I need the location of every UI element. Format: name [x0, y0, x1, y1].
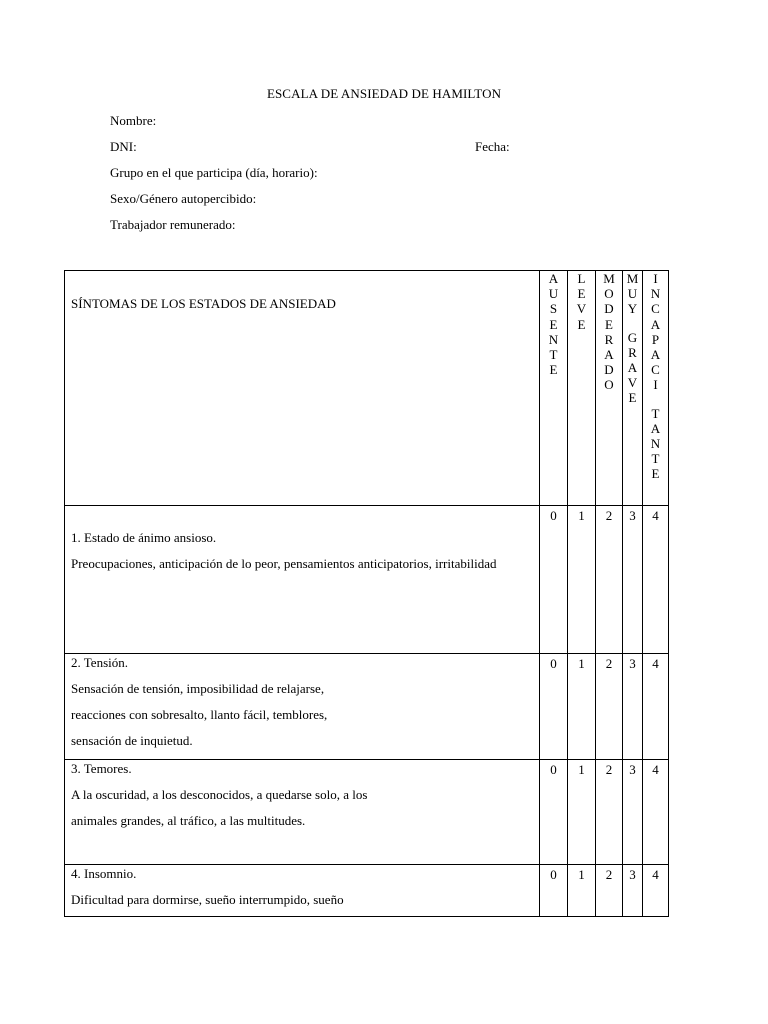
column-header-leve: L E V E [568, 271, 596, 506]
score-2[interactable]: 2 [596, 506, 623, 654]
grupo-field-label: Grupo en el que participa (día, horario): [110, 165, 318, 180]
score-0[interactable]: 0 [540, 654, 568, 760]
score-2[interactable]: 2 [596, 865, 623, 917]
score-1[interactable]: 1 [568, 760, 596, 865]
symptom-title: 1. Estado de ánimo ansioso. [71, 530, 217, 545]
symptoms-header: SÍNTOMAS DE LOS ESTADOS DE ANSIEDAD [65, 271, 540, 506]
symptom-title: 4. Insomnio. [71, 866, 137, 881]
column-header-ausente: A U S E N T E [540, 271, 568, 506]
symptom-description: Dificultad para dormirse, sueño interrumpido, sueño [71, 892, 344, 907]
score-3[interactable]: 3 [623, 865, 643, 917]
table-row [65, 506, 669, 654]
score-1[interactable]: 1 [568, 654, 596, 760]
trabajador-field-label: Trabajador remunerado: [110, 217, 236, 232]
symptom-description: reacciones con sobresalto, llanto fácil, temblores, [71, 707, 328, 722]
sexo-field-label: Sexo/Género autopercibido: [110, 191, 257, 206]
symptom-cell [65, 865, 540, 917]
table-row [65, 654, 669, 760]
symptom-description: A la oscuridad, a los desconocidos, a quedarse solo, a los [71, 787, 368, 802]
symptom-title: 2. Tensión. [71, 655, 128, 670]
score-3[interactable]: 3 [623, 506, 643, 654]
table-row [65, 760, 669, 865]
dni-field-label: DNI: [110, 139, 137, 154]
score-4[interactable]: 4 [643, 506, 669, 654]
score-0[interactable]: 0 [540, 865, 568, 917]
score-3[interactable]: 3 [623, 760, 643, 865]
anxiety-scale-table [64, 270, 669, 917]
score-3[interactable]: 3 [623, 654, 643, 760]
nombre-field-label: Nombre: [110, 113, 157, 128]
fecha-field-label: Fecha: [475, 139, 510, 154]
symptom-cell [65, 760, 540, 865]
score-1[interactable]: 1 [568, 506, 596, 654]
document-title: ESCALA DE ANSIEDAD DE HAMILTON [266, 86, 502, 101]
score-0[interactable]: 0 [540, 760, 568, 865]
score-4[interactable]: 4 [643, 654, 669, 760]
table-header-row [65, 271, 669, 506]
symptom-description: Sensación de tensión, imposibilidad de relajarse, [71, 681, 325, 696]
column-header-incapacitante: I N C A P A C I T A N T E [643, 271, 669, 506]
score-1[interactable]: 1 [568, 865, 596, 917]
score-4[interactable]: 4 [643, 865, 669, 917]
symptom-cell [65, 654, 540, 760]
symptom-title: 3. Temores. [71, 761, 132, 776]
symptom-cell [65, 506, 540, 654]
table-row [65, 865, 669, 917]
score-2[interactable]: 2 [596, 654, 623, 760]
score-2[interactable]: 2 [596, 760, 623, 865]
column-header-moderado: M O D E R A D O [596, 271, 623, 506]
score-0[interactable]: 0 [540, 506, 568, 654]
symptom-description: Preocupaciones, anticipación de lo peor, pensamientos anticipatorios, irritabilidad [71, 556, 497, 571]
score-4[interactable]: 4 [643, 760, 669, 865]
symptom-description: animales grandes, al tráfico, a las multitudes. [71, 813, 306, 828]
symptom-description: sensación de inquietud. [71, 733, 193, 748]
column-header-muy-grave: M U Y G R A V E [623, 271, 643, 506]
